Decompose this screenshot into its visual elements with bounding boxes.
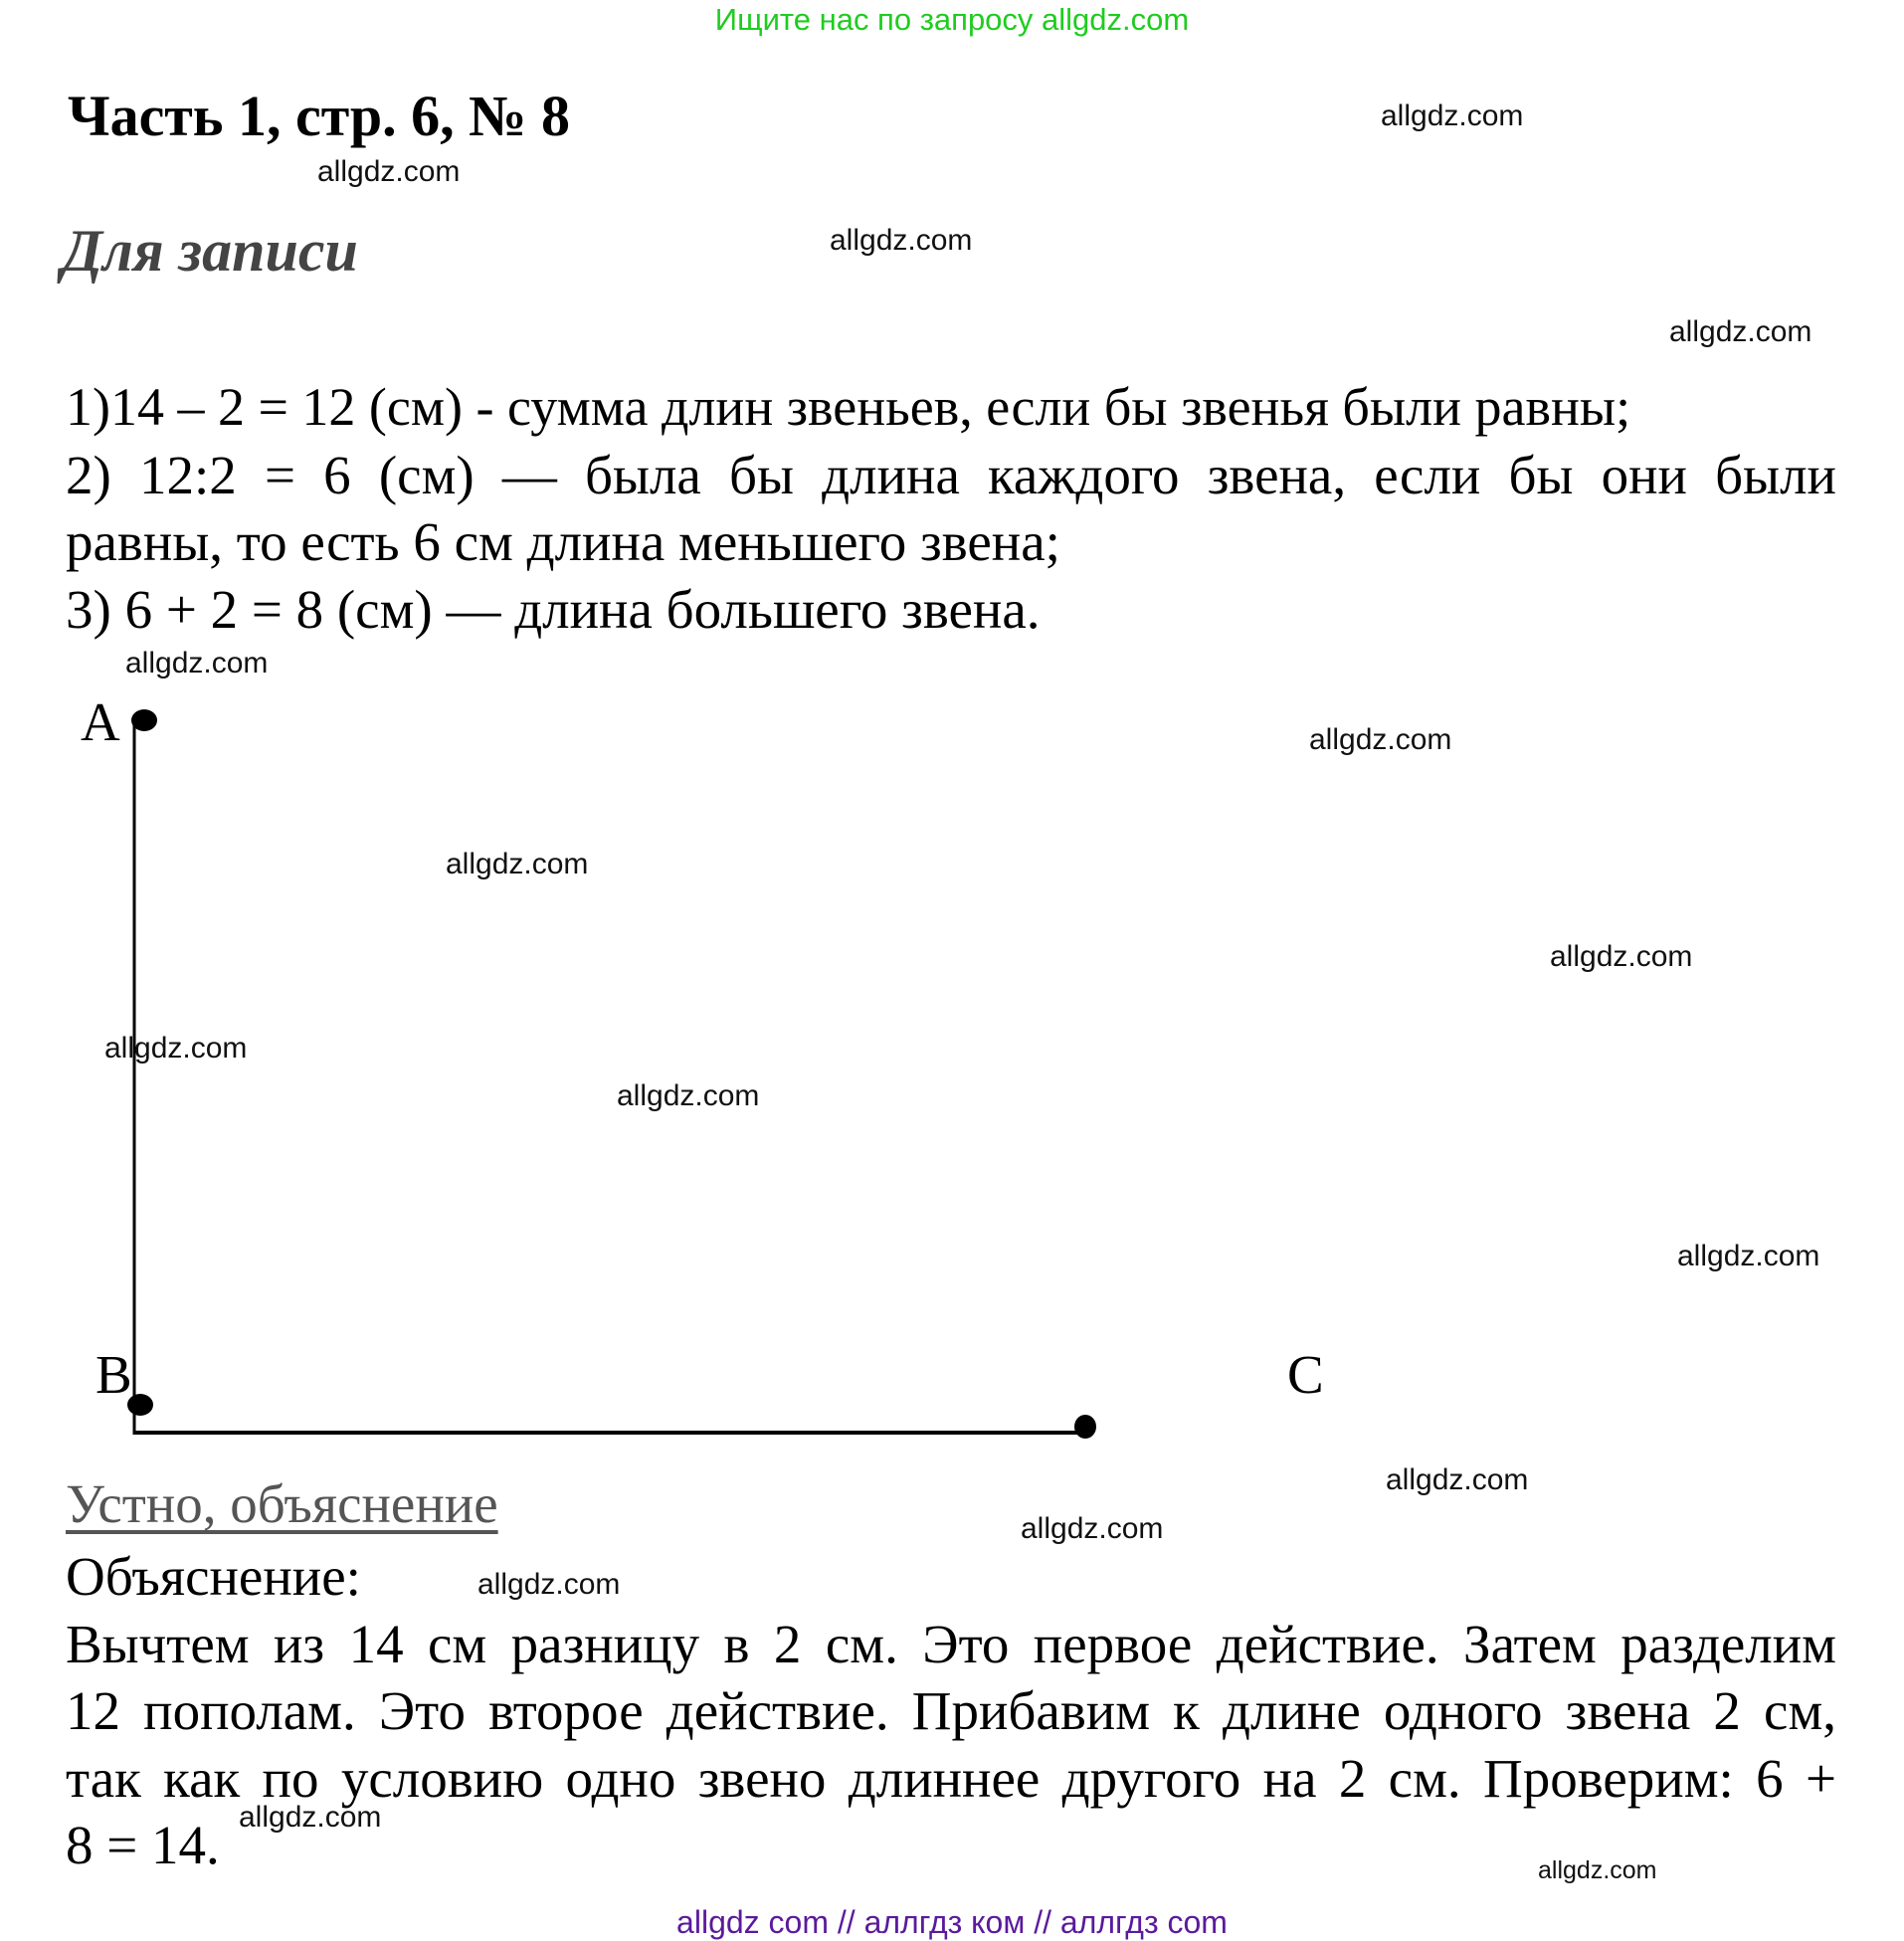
explanation-line-4: 8 = 14. bbox=[66, 1815, 220, 1875]
watermark: allgdz.com bbox=[104, 1032, 248, 1065]
label-a: A bbox=[81, 691, 120, 752]
explanation-line-1: Вычтем из 14 см разницу в 2 см. Это первое действие. Затем разделим bbox=[66, 1614, 1836, 1674]
watermark: allgdz.com bbox=[1677, 1240, 1820, 1272]
watermark: allgdz.com bbox=[125, 647, 269, 679]
label-c: C bbox=[1287, 1344, 1324, 1405]
watermark: allgdz.com bbox=[1381, 99, 1524, 132]
page-title: Часть 1, стр. 6, № 8 bbox=[68, 84, 570, 148]
watermark: allgdz.com bbox=[1021, 1512, 1164, 1545]
solution-line-3: равны, то есть 6 см длина меньшего звена; bbox=[66, 511, 1060, 572]
watermark: allgdz.com bbox=[477, 1568, 621, 1601]
explanation-line-2: 12 пополам. Это второе действие. Прибавим к длине одного звена 2 см, bbox=[66, 1680, 1836, 1741]
label-b: B bbox=[95, 1344, 132, 1405]
watermark: allgdz.com bbox=[1386, 1463, 1529, 1496]
watermark: allgdz.com bbox=[446, 848, 589, 880]
explanation-heading: Объяснение: bbox=[66, 1546, 361, 1607]
watermark: allgdz.com bbox=[1550, 940, 1693, 973]
explanation-line-3: так как по условию одно звено длиннее другого на 2 см. Проверим: 6 + bbox=[66, 1748, 1836, 1809]
watermark: allgdz.com bbox=[830, 224, 973, 257]
solution-line-4: 3) 6 + 2 = 8 (см) — длина большего звена. bbox=[66, 579, 1041, 640]
watermark: allgdz.com bbox=[317, 155, 461, 188]
section-heading-record: Для записи bbox=[62, 218, 358, 284]
search-banner: Ищите нас по запросу allgdz.com bbox=[714, 2, 1190, 37]
point-a bbox=[131, 709, 157, 731]
footer-links: allgdz com // аллгдз ком // аллгдз com bbox=[676, 1904, 1228, 1940]
watermark: allgdz.com bbox=[1309, 723, 1452, 756]
section-heading-oral: Устно, объяснение bbox=[66, 1473, 498, 1534]
watermark: allgdz.com bbox=[617, 1079, 760, 1112]
solution-line-1: 1)14 – 2 = 12 (см) - сумма длин звеньев, если бы звенья были равны; bbox=[66, 377, 1631, 437]
watermark: allgdz.com bbox=[1669, 315, 1812, 348]
point-c bbox=[1074, 1415, 1096, 1439]
watermark: allgdz.com bbox=[1538, 1856, 1657, 1884]
watermark: allgdz.com bbox=[239, 1801, 382, 1834]
solution-line-2: 2) 12:2 = 6 (см) — была бы длина каждого звена, если бы они были bbox=[66, 445, 1836, 505]
